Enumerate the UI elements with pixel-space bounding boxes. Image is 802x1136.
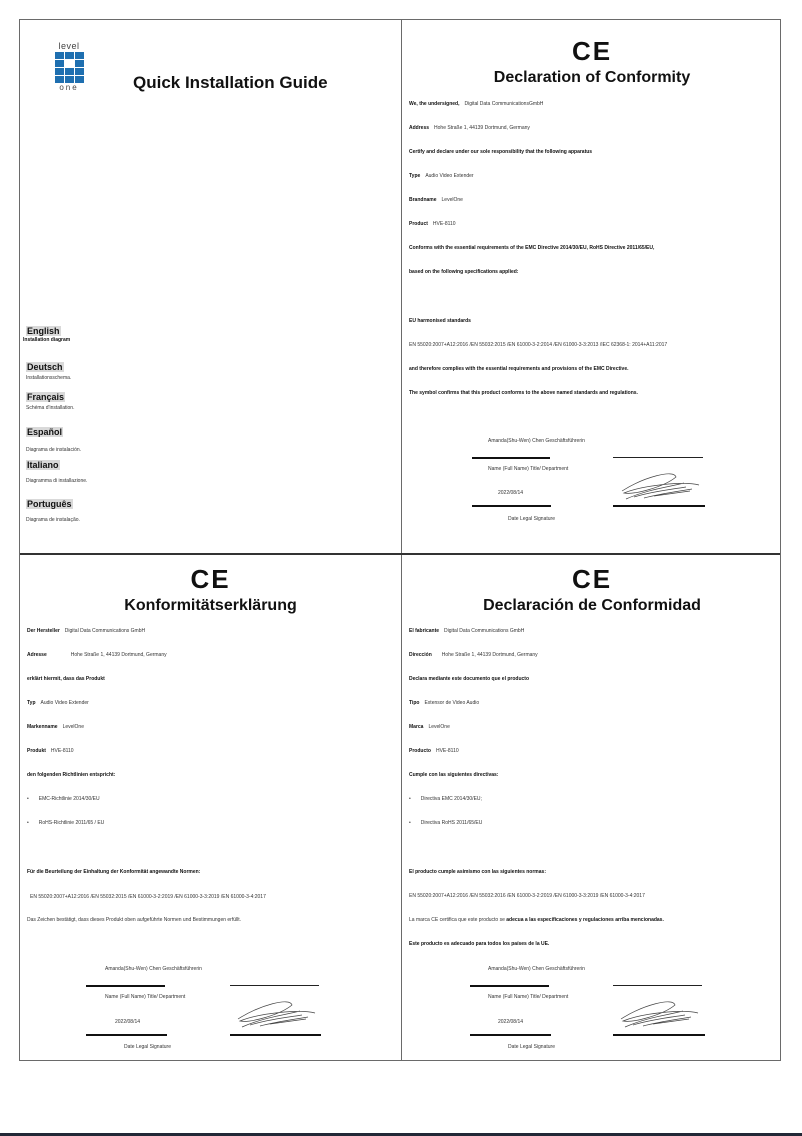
standards-list: EN 55020:2007+A12:2016 /EN 55032:2015 /EN 61000-3-2:2014 /EN 61000-3-3:2013 /IEC 62368-1: 2014+A11:2017: [409, 342, 668, 348]
language-description: Diagramma di installazione.: [26, 478, 88, 484]
brand-label: Brandname: [409, 197, 437, 203]
brand-value: LevelOne: [441, 197, 463, 203]
name-caption: Name (Full Name) Title/ Department: [488, 466, 569, 472]
signatory-name: Amanda(Shu-Wen) Chen Geschäftsführerin: [488, 438, 585, 444]
manufacturer-value: Digital Data Communications GmbH: [64, 628, 146, 634]
name-caption: Name (Full Name) Title/ Department: [105, 994, 186, 1000]
directive-item: [409, 796, 482, 802]
type-value: Audio Video Extender: [40, 700, 89, 706]
undersigned-value: Digital Data CommunicationsGmbH: [464, 101, 544, 107]
declaration-spanish-panel: [402, 555, 782, 1061]
signatory-name: Amanda(Shu-Wen) Chen Geschäftsführerin: [105, 966, 202, 972]
date-line: [470, 1034, 551, 1036]
language-description: Installationsschema.: [26, 375, 72, 381]
directive-item: [27, 796, 100, 802]
product-value: HVE-8110: [435, 748, 459, 754]
signature-line: [230, 1034, 321, 1036]
address-label: Address: [409, 125, 430, 131]
language-heading: Français: [27, 392, 65, 402]
bullet-icon: •: [409, 820, 411, 826]
symbol-statement: The symbol confirms that this product conforms to the above named standards and regulations.: [409, 390, 638, 396]
brand-label: Markenname: [27, 724, 58, 730]
date-caption: Date Legal Signature: [508, 1044, 555, 1050]
declaration-title: Declaration of Conformity: [493, 69, 691, 86]
type-row: [27, 700, 89, 706]
language-francais: [26, 392, 74, 411]
language-espanol: [26, 427, 81, 453]
language-description: Schéma d'installation.: [26, 405, 75, 411]
based-on-statement: based on the following specifications applied:: [409, 269, 519, 275]
language-description: Diagrama de instalação.: [26, 517, 80, 523]
ce-mark-icon: CE: [571, 564, 613, 594]
language-description: Installation diagram: [23, 337, 71, 343]
address-label: Dirección: [409, 652, 432, 658]
address-value: Hohe Straße 1, 44139 Dortmund, Germany: [441, 652, 538, 658]
signature-date: 2022/08/14: [498, 490, 524, 496]
type-value: Extensor de Video Audio: [424, 700, 480, 706]
levelone-logo: [52, 42, 86, 92]
address-value: Hohe Straße 1, 44139 Dortmund, Germany: [434, 125, 530, 131]
title-line: [613, 985, 702, 986]
type-label: Typ: [27, 700, 36, 706]
signature-icon: [613, 995, 705, 1031]
signature-icon: [614, 467, 706, 503]
undersigned-label: We, the undersigned,: [409, 101, 460, 107]
bullet-icon: •: [27, 796, 29, 802]
address-row: [409, 652, 538, 658]
signature-line: [613, 505, 705, 507]
signature-date: 2022/08/14: [498, 1019, 524, 1025]
language-heading: Italiano: [27, 460, 59, 470]
mark-text-bold: adecua a las especificaciones y regulaciones arriba mencionadas.: [506, 917, 664, 923]
directive-item: [27, 820, 104, 826]
language-portugues: [26, 499, 80, 523]
directive-text: RoHS-Richtlinie 2011/65 / EU: [38, 820, 105, 826]
signature-icon: [230, 995, 322, 1031]
language-italiano: [26, 460, 87, 484]
directive-text: Directiva RoHS 2011/65/EU: [420, 820, 483, 826]
conforms-statement: Conforms with the essential requirements of the EMC Directive 2014/30/EU, RoHS Directive 2011/65/EU,: [409, 245, 655, 251]
eu-countries-statement: Este producto es adecuado para todos los países de la UE.: [409, 941, 550, 947]
date-caption: Date Legal Signature: [124, 1044, 171, 1050]
declares-statement: erklärt hiermit, dass das Produkt: [27, 676, 105, 682]
guide-title: Quick Installation Guide: [133, 73, 328, 92]
signature-line: [613, 1034, 705, 1036]
signature-date: 2022/08/14: [115, 1019, 141, 1025]
directives-intro: Cumple con las siguientes directivas:: [409, 772, 499, 778]
date-line: [472, 505, 551, 507]
product-value: HVE-8110: [50, 748, 74, 754]
type-label: Type: [409, 173, 421, 179]
standards-list: EN 55020:2007+A12:2016 /EN 55032:2015 /EN 61000-3-2:2019 /EN 61000-3-3:2019 /EN 61000-3-4:2017: [30, 894, 266, 900]
brand-row: [409, 724, 450, 730]
standards-list: EN 55020:2007+A12:2016 /EN 55032:2016 /EN 61000-3-2:2019 /EN 61000-3-3:2019 /EN 61000-3-4:2017: [409, 893, 645, 899]
type-value: Audio Video Extender: [425, 173, 474, 179]
logo-grid-icon: [55, 52, 84, 83]
norms-intro: Für die Beurteilung der Einhaltung der Konformität angewandte Normen:: [27, 869, 201, 875]
bullet-icon: •: [27, 820, 29, 826]
product-value: HVE-8110: [432, 221, 456, 227]
brand-label: Marca: [409, 724, 424, 730]
quick-installation-panel: [20, 20, 401, 553]
mark-statement: [409, 917, 664, 923]
manufacturer-value: Digital Data Communications GmbH: [444, 628, 525, 634]
product-label: Product: [409, 221, 428, 227]
ce-mark-icon: CE: [190, 564, 231, 594]
name-line: [470, 985, 549, 987]
manufacturer-row: [409, 628, 524, 634]
name-line: [86, 985, 165, 987]
directive-text: Directiva EMC 2014/30/EU;: [420, 796, 482, 802]
undersigned-row: [409, 101, 543, 107]
type-row: [409, 700, 479, 706]
language-description: Diagrama de instalación.: [26, 447, 82, 453]
product-row: [27, 748, 74, 754]
declares-statement: Declara mediante este documento que el producto: [409, 676, 530, 682]
date-caption: Date Legal Signature: [508, 516, 555, 522]
declaration-german-panel: [20, 555, 401, 1061]
ce-mark-icon: CE: [571, 36, 613, 66]
brand-value: LevelOne: [428, 724, 450, 730]
norms-intro: El producto cumple asimismo con las siguientes normas:: [409, 869, 546, 875]
name-caption: Name (Full Name) Title/ Department: [488, 994, 569, 1000]
mark-statement: Das Zeichen bestätigt, dass dieses Produkt oben aufgeführte Normen und Bestimmungen erfüllt.: [27, 917, 242, 923]
product-label: Producto: [409, 748, 431, 754]
product-label: Produkt: [27, 748, 46, 754]
signatory-name: Amanda(Shu-Wen) Chen Geschäftsführerin: [488, 966, 585, 972]
date-line: [86, 1034, 167, 1036]
type-label: Tipo: [409, 700, 420, 706]
brand-row: [27, 724, 84, 730]
product-row: [409, 748, 459, 754]
declaration-title: Declaración de Conformidad: [483, 597, 701, 614]
language-heading: Español: [27, 427, 63, 437]
bullet-icon: •: [409, 796, 411, 802]
harmonised-heading: EU harmonised standards: [409, 318, 471, 324]
address-row: [27, 652, 167, 658]
logo-text-top: level: [58, 41, 80, 51]
product-row: [409, 221, 456, 227]
declaration-title: Konformitätserklärung: [124, 597, 297, 614]
manufacturer-row: [27, 628, 145, 634]
declaration-english-panel: [402, 20, 782, 553]
document-sheet: [19, 19, 781, 1061]
language-deutsch: [26, 362, 71, 381]
complies-statement: and therefore complies with the essential requirements and provisions of the EMC Directive.: [409, 366, 629, 372]
manufacturer-label: Der Hersteller: [27, 628, 60, 634]
brand-row: [409, 197, 463, 203]
mark-text-plain: La marca CE certifica que este producto se: [409, 917, 507, 923]
address-row: [409, 125, 530, 131]
language-heading: Deutsch: [27, 362, 63, 372]
directive-text: EMC-Richtlinie 2014/30/EU: [38, 796, 100, 802]
name-line: [472, 457, 550, 459]
brand-value: LevelOne: [62, 724, 84, 730]
directive-item: [409, 820, 482, 826]
address-label: Adresse: [27, 652, 47, 658]
address-value: Hohe Straße 1, 44139 Dortmund, Germany: [70, 652, 167, 658]
language-heading: English: [27, 326, 60, 336]
title-line: [613, 457, 703, 458]
manufacturer-label: El fabricante: [409, 628, 440, 634]
type-row: [409, 173, 474, 179]
logo-text-bottom: one: [59, 83, 79, 92]
certify-statement: Certify and declare under our sole responsibility that the following apparatus: [409, 149, 593, 155]
language-english: [23, 326, 71, 343]
title-line: [230, 985, 319, 986]
directives-intro: den folgenden Richtlinien entspricht:: [27, 772, 116, 778]
language-heading: Português: [27, 499, 72, 509]
